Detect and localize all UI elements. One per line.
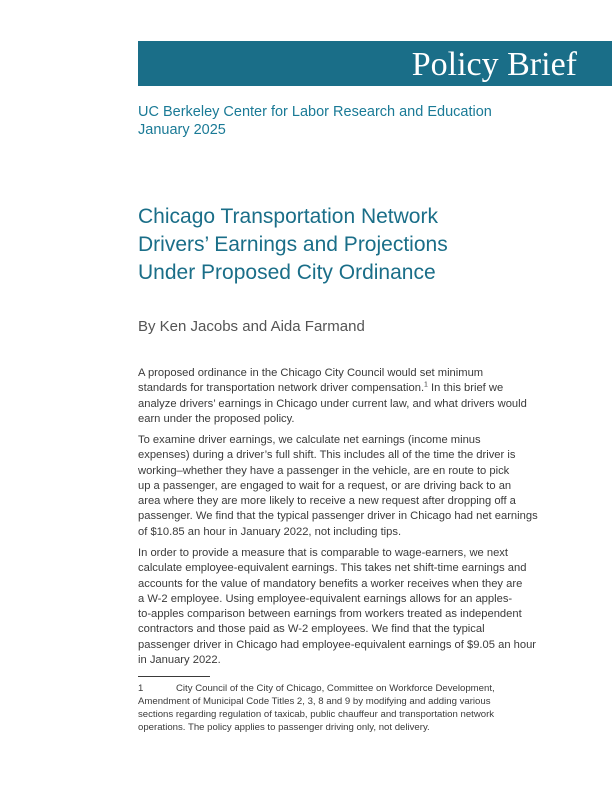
paragraph-line: up a passenger, are engaged to wait for a request, or are driving back to an — [138, 479, 512, 492]
authors-byline: By Ken Jacobs and Aida Farmand — [138, 318, 365, 335]
intro-paragraph — [138, 366, 578, 427]
footnote — [138, 682, 578, 734]
paragraph-line: of $10.85 an hour in January 2022, not including tips. — [138, 525, 402, 538]
banner-title: Policy Brief — [411, 46, 577, 83]
footnote-reference: 1 — [424, 381, 428, 389]
employee-equivalent-paragraph — [138, 546, 578, 668]
footnote-divider — [138, 676, 210, 677]
organization-name: UC Berkeley Center for Labor Research and Education — [138, 104, 492, 120]
paragraph-line — [138, 381, 578, 396]
title-line: Under Proposed City Ordinance — [138, 261, 436, 284]
document-title — [138, 203, 578, 287]
paragraph-line: In order to provide a measure that is comparable to wage-earners, we next — [138, 547, 509, 559]
paragraph-line: passenger driver in Chicago had employee-equivalent earnings of $9.05 an hour — [138, 638, 537, 651]
paragraph-text: standards for transportation network driver compensation. — [138, 382, 425, 395]
paragraph-line: passenger. We find that the typical passenger driver in Chicago had net earnings — [138, 510, 538, 523]
footnote-number: 1 — [138, 683, 144, 694]
title-line: Drivers’ Earnings and Projections — [138, 233, 448, 256]
policy-brief-banner — [138, 41, 612, 86]
net-earnings-paragraph — [138, 433, 578, 540]
paragraph-line: earn under the proposed policy. — [138, 412, 295, 425]
footnote-line: sections regarding regulation of taxicab, public chauffeur and transportation network — [138, 709, 495, 720]
paragraph-line: contractors and those paid as W-2 employees. We find that the typical — [138, 623, 485, 636]
paragraph-line: a W-2 employee. Using employee-equivalent earnings allows for an apples- — [138, 592, 513, 605]
footnote-line — [138, 682, 578, 695]
title-line: Chicago Transportation Network — [138, 205, 438, 228]
paragraph-line: to-apples comparison between earnings from workers treated as independent — [138, 608, 522, 621]
paragraph-line: accounts for the value of mandatory benefits a worker receives when they are — [138, 577, 523, 590]
paragraph-line: working–whether they have a passenger in the vehicle, are en route to pick — [138, 464, 510, 477]
paragraph-line: A proposed ordinance in the Chicago City Council would set minimum — [138, 367, 484, 379]
paragraph-line: in January 2022. — [138, 654, 221, 667]
paragraph-line: expenses) during a driver’s full shift. This includes all of the time the driver is — [138, 449, 516, 462]
footnote-line: Amendment of Municipal Code Titles 2, 3, 8 and 9 by modifying and adding various — [138, 696, 491, 707]
footnote-text: City Council of the City of Chicago, Committee on Workforce Development, — [176, 683, 495, 694]
paragraph-line: area where they are more likely to receive a new request after dropping off a — [138, 495, 516, 508]
publication-date: January 2025 — [138, 122, 226, 138]
paragraph-line: calculate employee-equivalent earnings. This takes net shift-time earnings and — [138, 562, 527, 575]
paragraph-line: analyze drivers’ earnings in Chicago under current law, and what drivers would — [138, 397, 527, 410]
paragraph-text: In this brief we — [427, 382, 504, 395]
footnote-line: operations. The policy applies to passenger driving only, not delivery. — [138, 722, 430, 733]
paragraph-line: To examine driver earnings, we calculate net earnings (income minus — [138, 434, 481, 446]
